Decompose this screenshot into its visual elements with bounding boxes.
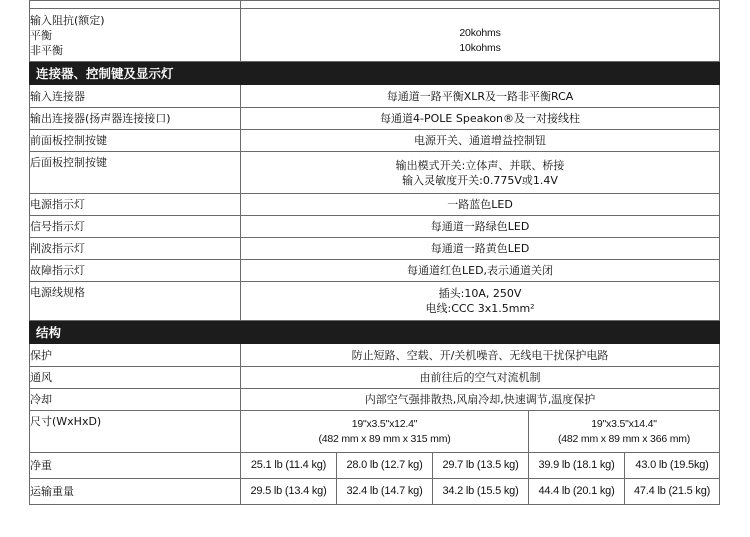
spec-row bbox=[30, 152, 720, 194]
signal-led-label: 信号指示灯 bbox=[30, 216, 241, 238]
section-title-connectors: 连接器、控制键及显示灯 bbox=[30, 62, 720, 85]
net-weight-value: 29.7 lb (13.5 kg) bbox=[433, 453, 529, 479]
net-weight-value: 28.0 lb (12.7 kg) bbox=[337, 453, 433, 479]
net-weight-row bbox=[30, 453, 720, 479]
spec-row bbox=[30, 85, 720, 108]
input-connector-label: 输入连接器 bbox=[30, 85, 241, 108]
spec-row bbox=[30, 282, 720, 321]
spec-sheet bbox=[29, 0, 719, 505]
impedance-balanced-value: 20kohms bbox=[459, 27, 501, 39]
spec-row bbox=[30, 216, 720, 238]
impedance-value bbox=[241, 9, 720, 62]
spec-row bbox=[30, 260, 720, 282]
cooling-label: 冷却 bbox=[30, 389, 241, 411]
power-led-label: 电源指示灯 bbox=[30, 194, 241, 216]
impedance-balanced-label: 平衡 bbox=[30, 28, 52, 42]
section-title-structure: 结构 bbox=[30, 321, 720, 344]
net-weight-value: 25.1 lb (11.4 kg) bbox=[241, 453, 337, 479]
cooling-value: 内部空气强排散热,风扇冷却,快速调节,温度保护 bbox=[241, 389, 720, 411]
ventilation-value: 由前往后的空气对流机制 bbox=[241, 367, 720, 389]
impedance-label bbox=[30, 9, 241, 62]
section-header-connectors bbox=[30, 62, 720, 85]
impedance-unbalanced-label: 非平衡 bbox=[30, 43, 63, 57]
shipping-weight-value: 34.2 lb (15.5 kg) bbox=[433, 479, 529, 505]
output-connector-value: 每通道4-POLE Speakon®及一对接线柱 bbox=[241, 108, 720, 130]
power-wire-spec: 电线:CCC 3x1.5mm² bbox=[425, 302, 535, 315]
input-sensitivity-switch: 输入灵敏度开关:0.775V或1.4V bbox=[402, 173, 558, 187]
spec-row bbox=[30, 389, 720, 411]
shipping-weight-value: 44.4 lb (20.1 kg) bbox=[529, 479, 625, 505]
output-mode-switch: 输出模式开关:立体声、并联、桥接 bbox=[395, 158, 565, 172]
impedance-title: 输入阻抗(额定) bbox=[30, 13, 105, 27]
fault-led-value: 每通道红色LED,表示通道关闭 bbox=[241, 260, 720, 282]
net-weight-value: 43.0 lb (19.5kg) bbox=[625, 453, 720, 479]
fault-led-label: 故障指示灯 bbox=[30, 260, 241, 282]
dimensions-group-1-inches: 19"x3.5"x12.4" bbox=[351, 417, 418, 430]
rear-panel-controls-label: 后面板控制按键 bbox=[30, 152, 241, 194]
dimensions-group-2-inches: 19"x3.5"x14.4" bbox=[591, 417, 657, 430]
front-panel-controls-value: 电源开关、通道增益控制钮 bbox=[241, 130, 720, 152]
clip-led-value: 每通道一路黄色LED bbox=[241, 238, 720, 260]
dimensions-group-2 bbox=[529, 411, 720, 453]
net-weight-value: 39.9 lb (18.1 kg) bbox=[529, 453, 625, 479]
shipping-weight-label: 运输重量 bbox=[30, 479, 241, 505]
front-panel-controls-label: 前面板控制按键 bbox=[30, 130, 241, 152]
net-weight-label: 净重 bbox=[30, 453, 241, 479]
ventilation-label: 通风 bbox=[30, 367, 241, 389]
dimensions-group-1-mm: (482 mm x 89 mm x 315 mm) bbox=[318, 432, 451, 445]
spec-row bbox=[30, 108, 720, 130]
impedance-row bbox=[30, 9, 720, 62]
spec-row bbox=[30, 130, 720, 152]
dimensions-label: 尺寸(WxHxD) bbox=[30, 411, 241, 453]
dimensions-group-1 bbox=[241, 411, 529, 453]
cut-off-label-cell bbox=[30, 1, 241, 9]
section-header-structure bbox=[30, 321, 720, 344]
impedance-unbalanced-value: 10kohms bbox=[459, 42, 501, 54]
power-cord-label: 电源线规格 bbox=[30, 282, 241, 321]
protection-label: 保护 bbox=[30, 344, 241, 367]
shipping-weight-value: 47.4 lb (21.5 kg) bbox=[625, 479, 720, 505]
input-connector-value: 每通道一路平衡XLR及一路非平衡RCA bbox=[241, 85, 720, 108]
clip-led-label: 削波指示灯 bbox=[30, 238, 241, 260]
spec-row bbox=[30, 367, 720, 389]
shipping-weight-value: 32.4 lb (14.7 kg) bbox=[337, 479, 433, 505]
signal-led-value: 每通道一路绿色LED bbox=[241, 216, 720, 238]
spec-table bbox=[29, 0, 720, 505]
spec-row bbox=[30, 194, 720, 216]
power-led-value: 一路蓝色LED bbox=[241, 194, 720, 216]
cut-off-value-cell bbox=[241, 1, 720, 9]
shipping-weight-value: 29.5 lb (13.4 kg) bbox=[241, 479, 337, 505]
dimensions-group-2-mm: (482 mm x 89 mm x 366 mm) bbox=[557, 432, 691, 445]
output-connector-label: 输出连接器(扬声器连接接口) bbox=[30, 108, 241, 130]
protection-value: 防止短路、空载、开/关机噪音、无线电干扰保护电路 bbox=[241, 344, 720, 367]
power-cord-value bbox=[241, 282, 720, 321]
cut-off-row bbox=[30, 1, 720, 9]
rear-panel-controls-value bbox=[241, 152, 720, 194]
dimensions-row bbox=[30, 411, 720, 453]
spec-row bbox=[30, 238, 720, 260]
shipping-weight-row bbox=[30, 479, 720, 505]
spec-row bbox=[30, 344, 720, 367]
power-plug-spec: 插头:10A, 250V bbox=[438, 287, 522, 300]
